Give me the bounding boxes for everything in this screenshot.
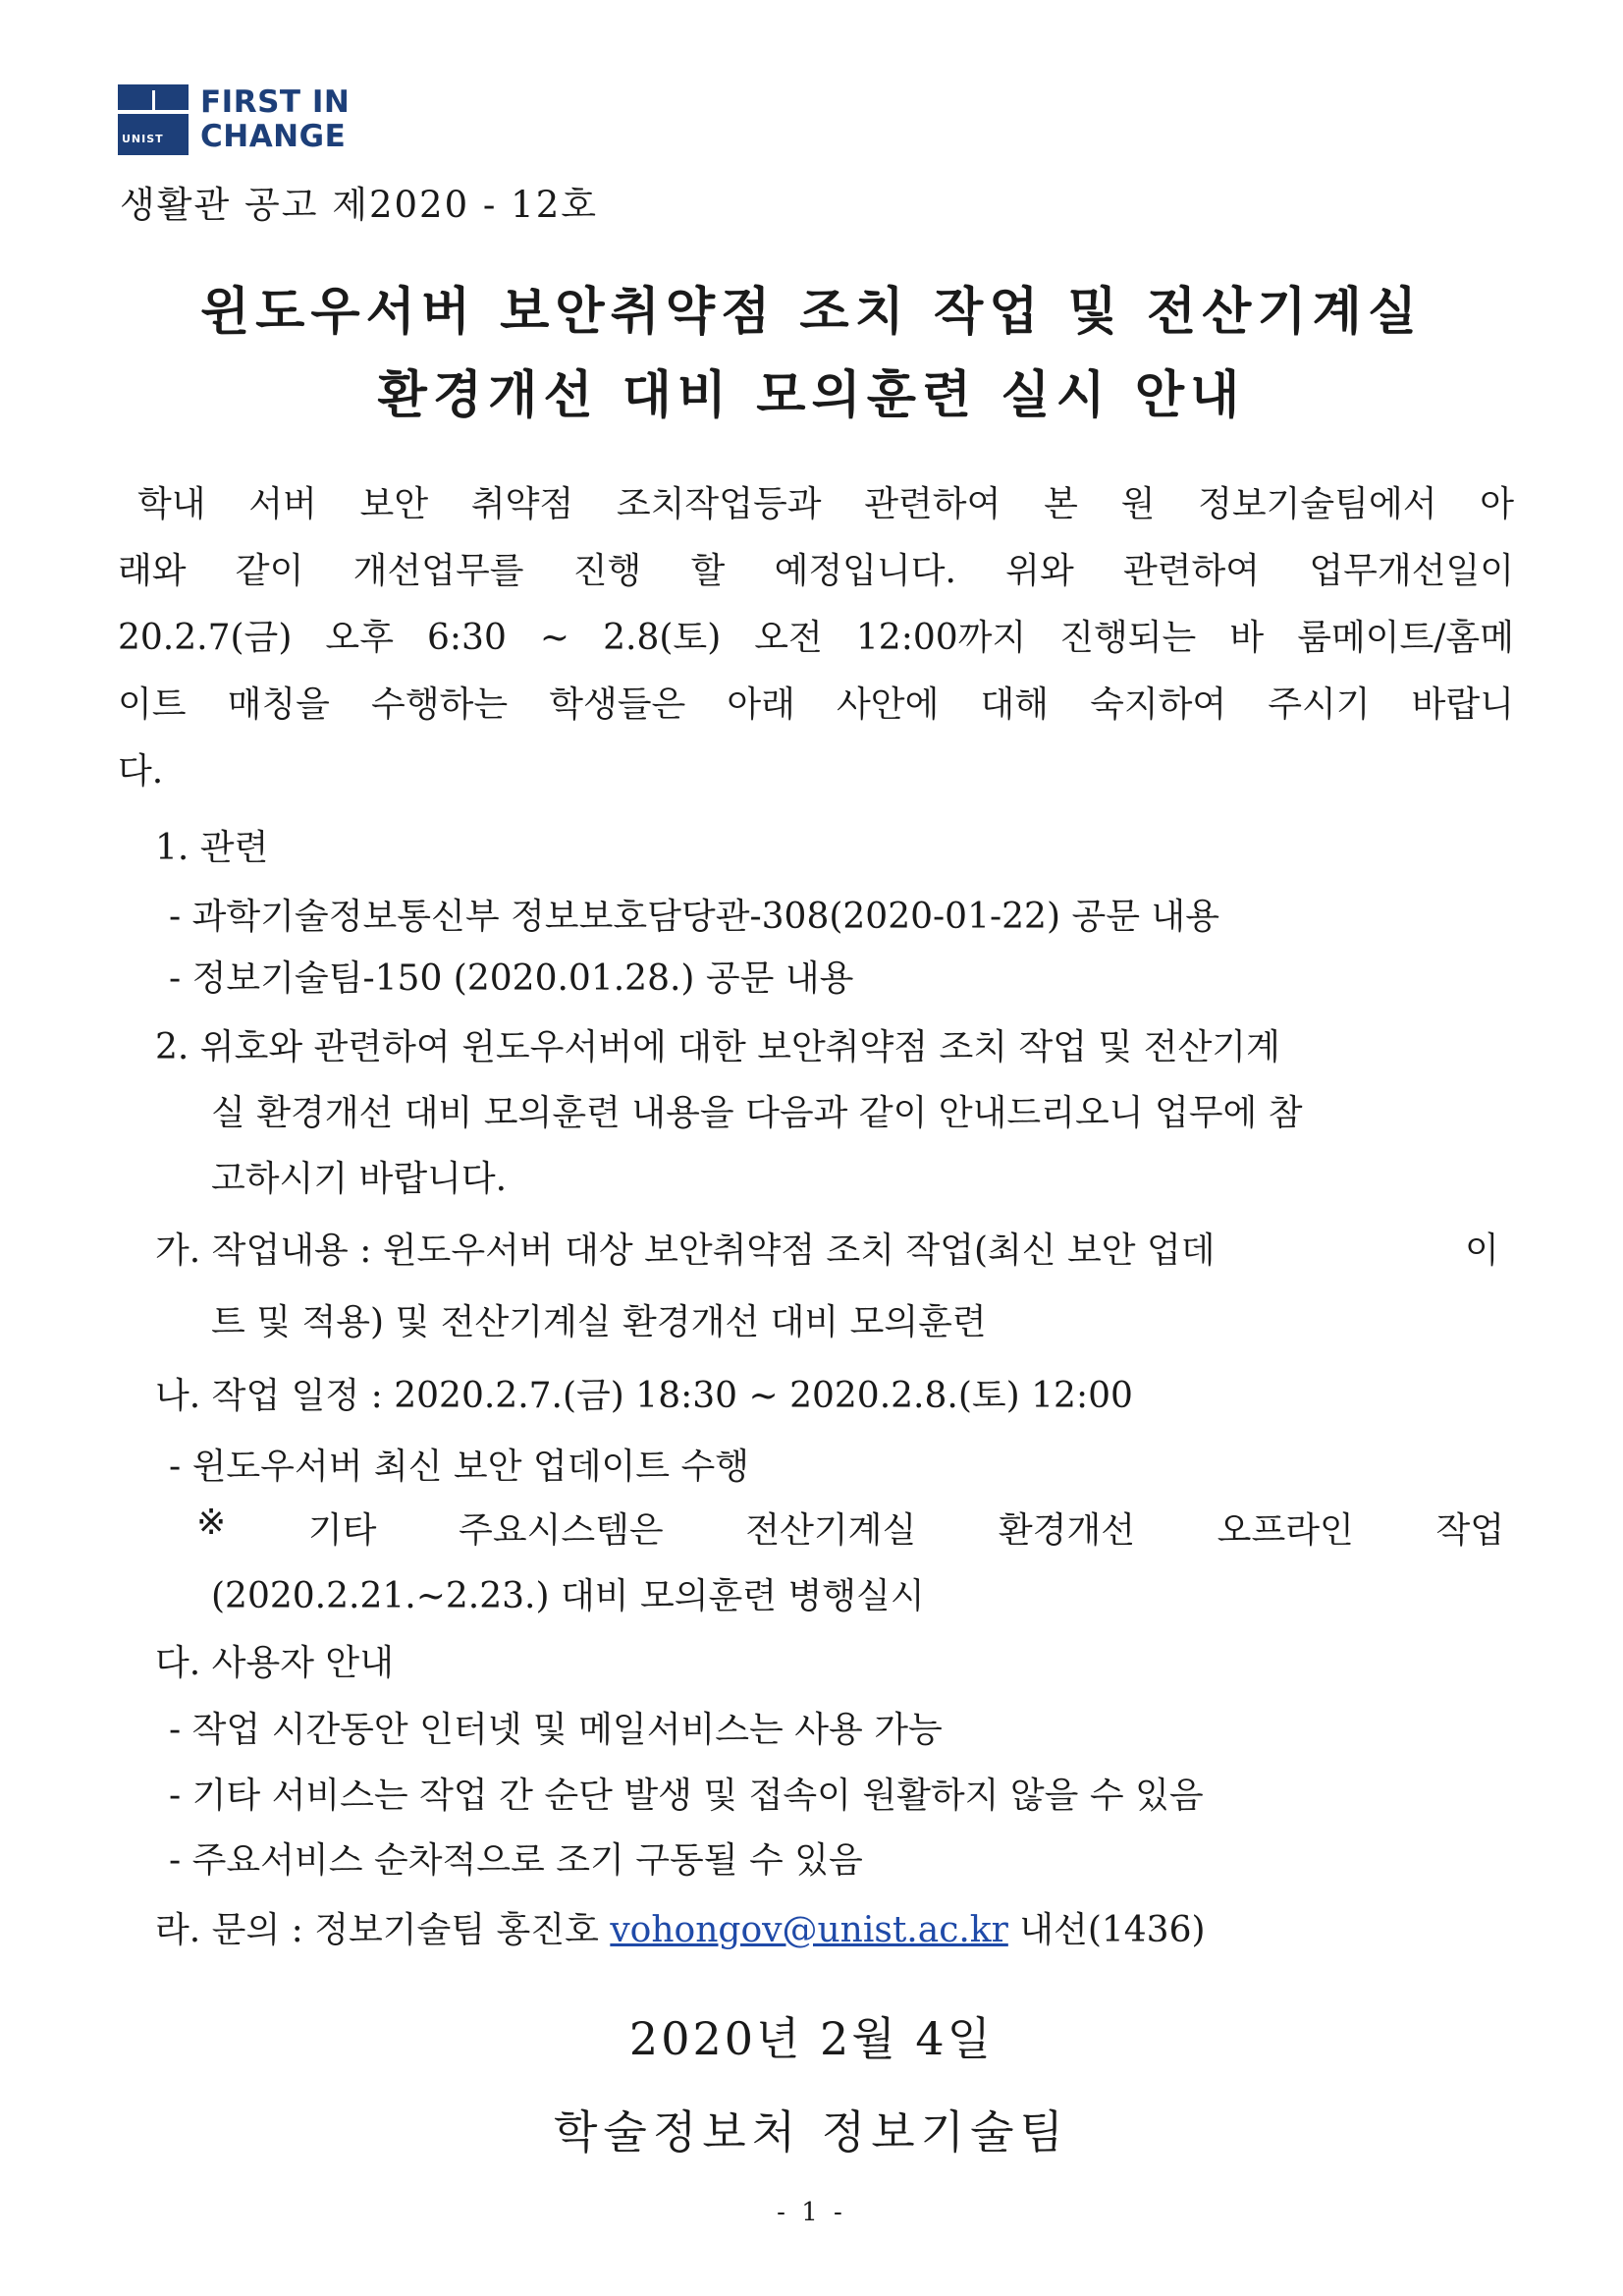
intro-line: 학내 서버 보안 취약점 조치작업등과 관련하여 본 원 정보기술팀에서 아 xyxy=(137,484,1514,524)
note-word: 주요시스템은 xyxy=(459,1510,664,1551)
na-heading: 나. 작업 일정 : 2020.2.7.(금) 18:30 ~ 2020.2.8.(토) 12:00 xyxy=(155,1376,1133,1416)
note-word: 기타 xyxy=(307,1510,377,1551)
section2-line: 실 환경개선 대비 모의훈련 내용을 다음과 같이 안내드리오니 업무에 참 xyxy=(211,1093,1303,1133)
document-number: 생활관 공고 제2020 - 12호 xyxy=(120,184,598,226)
section2-line: 고하시기 바랍니다. xyxy=(211,1159,508,1199)
logo-wordmark: UNIST xyxy=(122,133,164,145)
note-word: 오프라인 xyxy=(1217,1510,1354,1551)
ra-line xyxy=(118,1902,1559,1952)
ra-prefix: 라. 문의 : 정보기술팀 홍진호 xyxy=(155,1910,599,1950)
contact-email-link[interactable]: vohongov@unist.ac.kr xyxy=(610,1910,1008,1950)
ra-suffix: 내선(1436) xyxy=(1019,1910,1206,1950)
page-number: - 1 - xyxy=(777,2198,846,2227)
ga-line1-tail: 이 xyxy=(1465,1230,1499,1271)
section1-item: - 과학기술정보통신부 정보보호담당관-308(2020-01-22) 공문 내용 xyxy=(169,897,1219,937)
logo-slogan xyxy=(200,84,350,155)
section2-line: 2. 위호와 관련하여 윈도우서버에 대한 보안취약점 조치 작업 및 전산기계 xyxy=(155,1027,1280,1067)
issue-date: 2020년 2월 4일 xyxy=(628,2012,995,2065)
unist-logo xyxy=(118,84,350,155)
note-word: 환경개선 xyxy=(998,1510,1136,1551)
logo-slogan-line1: FIRST IN xyxy=(200,84,351,120)
note-word: 전산기계실 xyxy=(745,1510,917,1551)
intro-line: 20.2.7(금) 오후 6:30 ~ 2.8(토) 오전 12:00까지 진행되는 바 룸메이트/홈메 xyxy=(118,618,1514,658)
section1-heading: 1. 관련 xyxy=(155,828,269,868)
da-item: - 주요서비스 순차적으로 조기 구동될 수 있음 xyxy=(169,1840,863,1881)
note-word: 작업 xyxy=(1435,1510,1504,1551)
na-note-line2: (2020.2.21.~2.23.) 대비 모의훈련 병행실시 xyxy=(211,1576,925,1616)
ga-line1: 가. 작업내용 : 윈도우서버 대상 보안취약점 조치 작업(최신 보안 업데 xyxy=(155,1230,1216,1271)
da-item: - 작업 시간동안 인터넷 및 메일서비스는 사용 가능 xyxy=(169,1710,943,1750)
note-mark: ※ xyxy=(196,1503,227,1543)
unist-logo-mark xyxy=(118,84,189,155)
intro-line: 래와 같이 개선업무를 진행 할 예정입니다. 위와 관련하여 업무개선일이 xyxy=(118,551,1514,591)
intro-paragraph xyxy=(118,471,1514,805)
ga-line2: 트 및 적용) 및 전산기계실 환경개선 대비 모의훈련 xyxy=(211,1302,987,1342)
intro-line: 다. xyxy=(118,751,164,792)
issuing-organization: 학술정보처 정보기술팀 xyxy=(554,2105,1069,2159)
document-title-line2: 환경개선 대비 모의훈련 실시 안내 xyxy=(377,366,1246,425)
na-note-line1 xyxy=(196,1503,1504,1553)
document-title-line1: 윈도우서버 보안취약점 조치 작업 및 전산기계실 xyxy=(199,283,1424,342)
na-item: - 윈도우서버 최신 보안 업데이트 수행 xyxy=(169,1447,750,1487)
da-item: - 기타 서비스는 작업 간 순단 발생 및 접속이 원활하지 않을 수 있음 xyxy=(169,1776,1204,1816)
intro-line: 이트 매칭을 수행하는 학생들은 아래 사안에 대해 숙지하여 주시기 바랍니 xyxy=(118,684,1514,725)
section1-item: - 정보기술팀-150 (2020.01.28.) 공문 내용 xyxy=(169,958,854,999)
logo-slogan-line2: CHANGE xyxy=(200,119,347,154)
da-heading: 다. 사용자 안내 xyxy=(155,1643,394,1683)
